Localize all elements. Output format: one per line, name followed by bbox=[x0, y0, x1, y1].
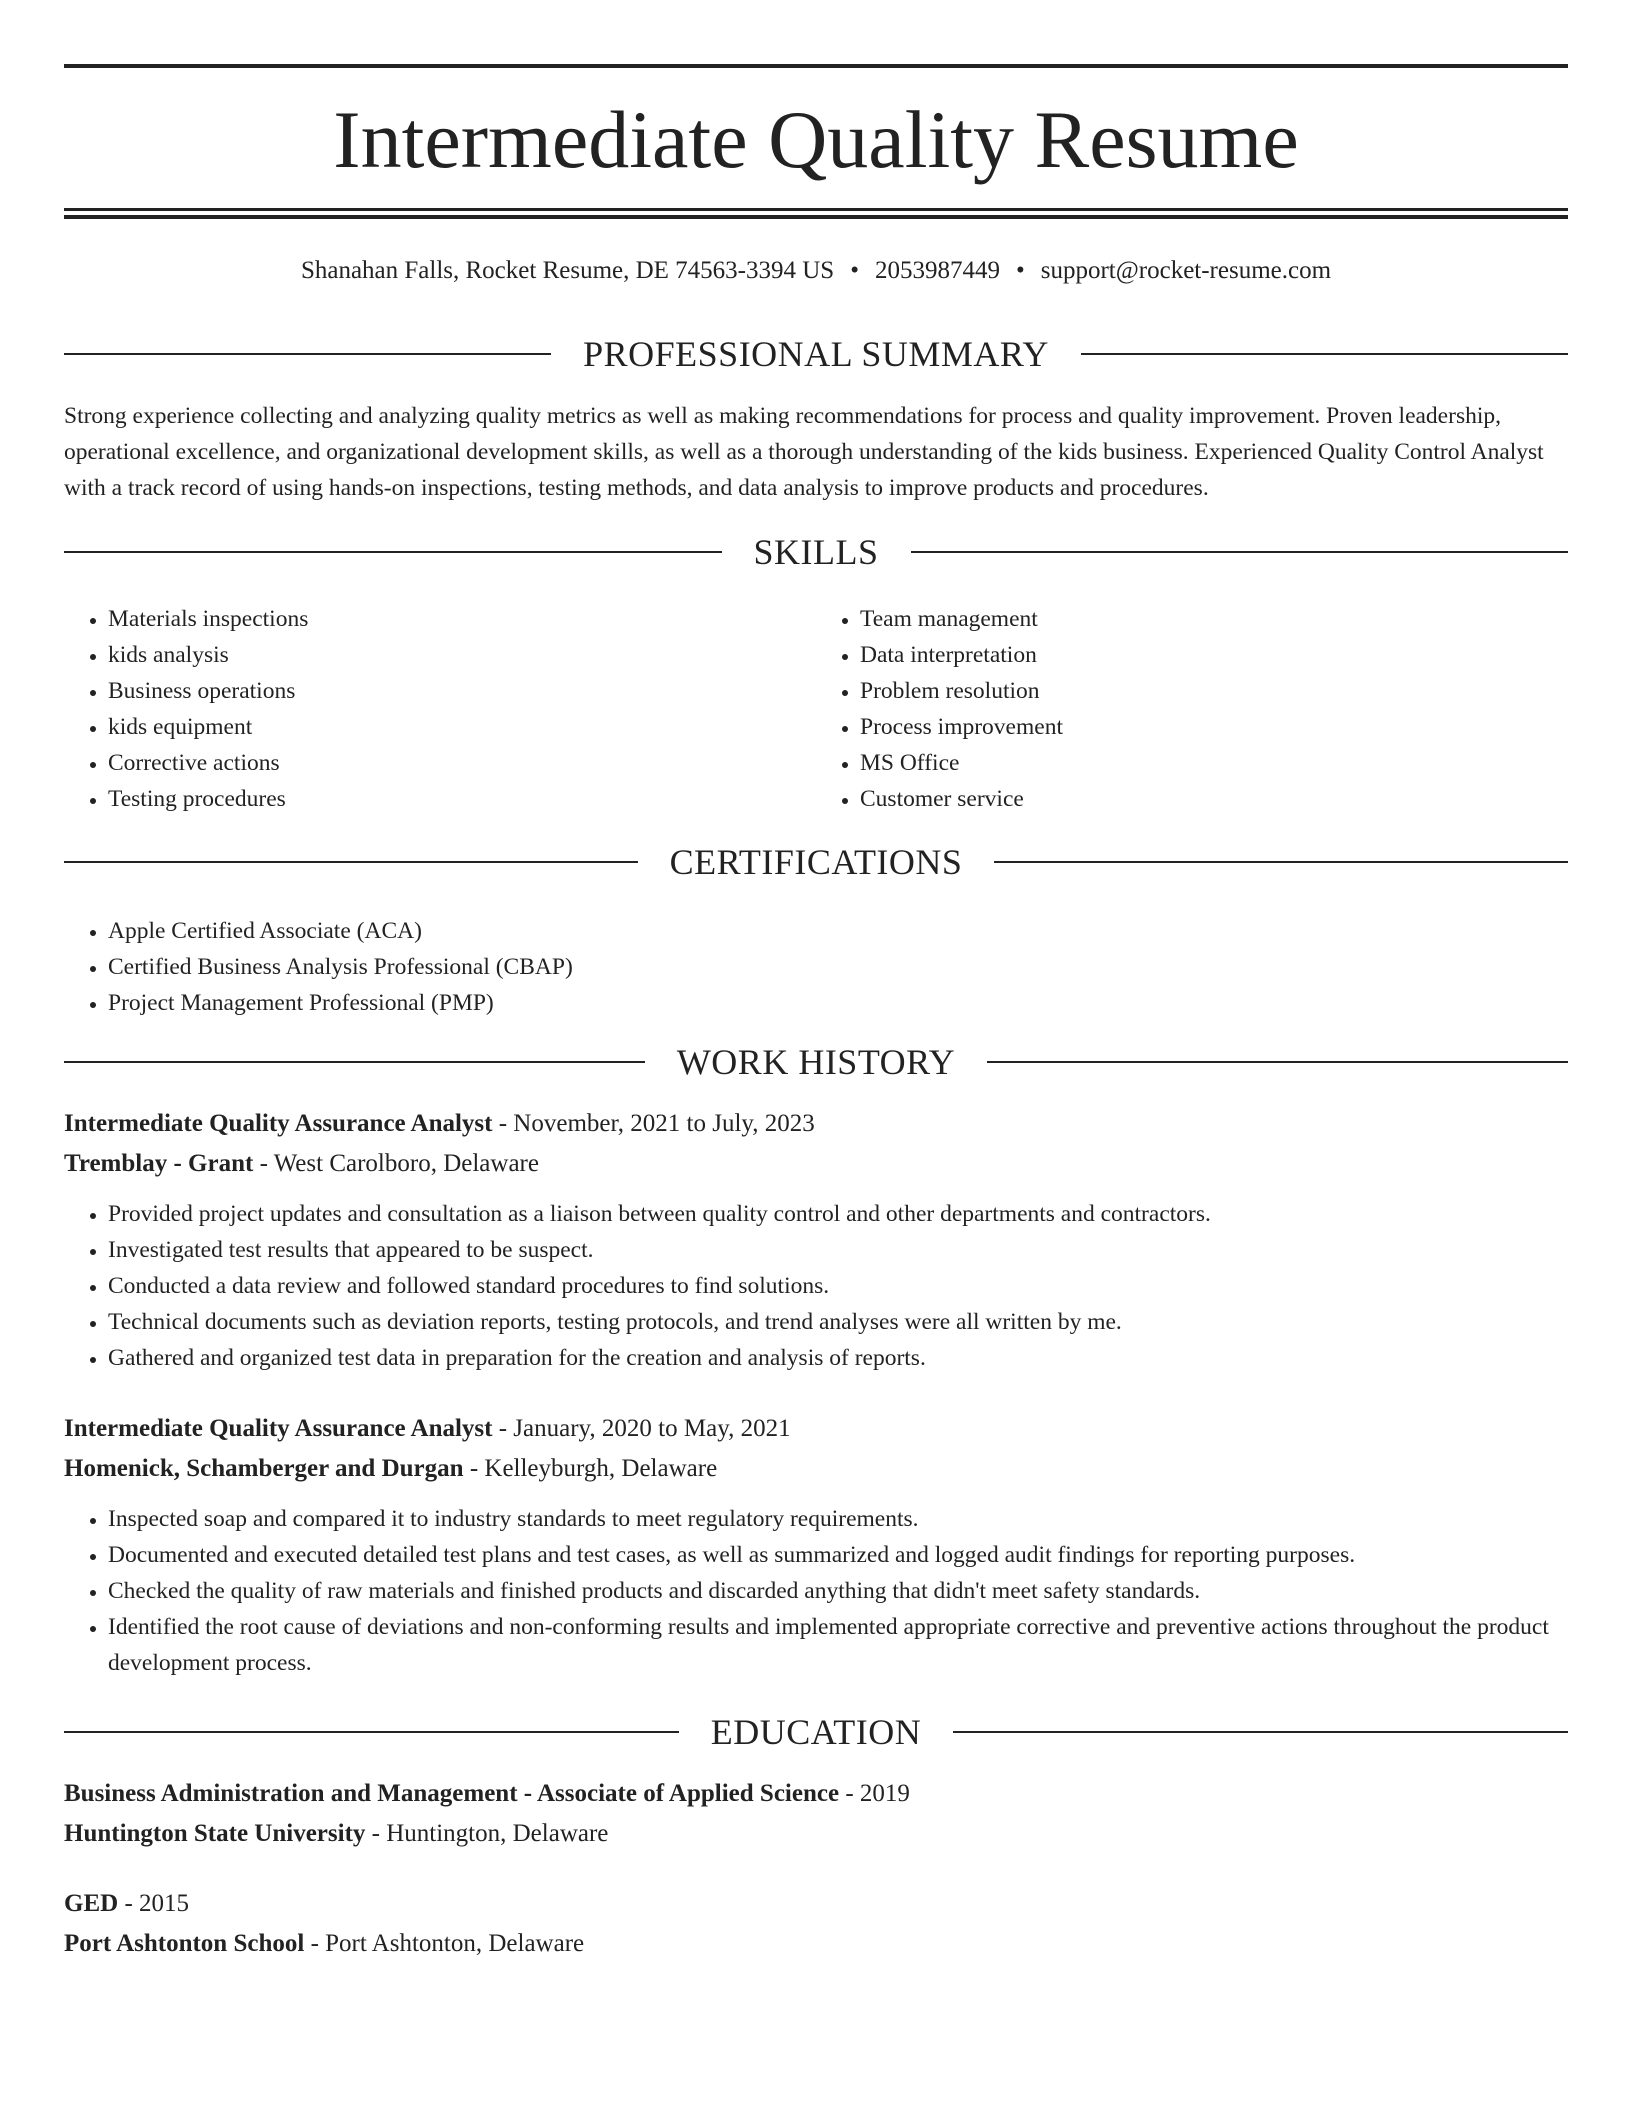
heading-rule bbox=[1081, 353, 1568, 355]
job-bullet: • Investigated test results that appeared to be suspect. bbox=[108, 1232, 1568, 1268]
school: Port Ashtonton School bbox=[64, 1930, 305, 1957]
certifications-list bbox=[64, 913, 1568, 1021]
section-title: CERTIFICATIONS bbox=[669, 842, 963, 882]
school-location: - Huntington, Delaware bbox=[365, 1820, 609, 1847]
section-heading-skills bbox=[64, 530, 1568, 574]
certification-item: • Certified Business Analysis Professional (CBAP) bbox=[108, 949, 1568, 985]
contact-separator: • bbox=[1015, 257, 1025, 284]
certification-item: • Project Management Professional (PMP) bbox=[108, 985, 1568, 1021]
section-heading-work bbox=[64, 1040, 1568, 1084]
certification-item: • Apple Certified Associate (ACA) bbox=[108, 913, 1568, 949]
job-title-line bbox=[64, 1104, 1568, 1144]
degree-year: - 2015 bbox=[118, 1890, 190, 1917]
skill-item: • Testing procedures bbox=[108, 781, 816, 817]
school-line bbox=[64, 1814, 1568, 1854]
skills-column-left bbox=[64, 601, 816, 817]
job-title: Intermediate Quality Assurance Analyst bbox=[64, 1415, 493, 1442]
job-bullet: • Conducted a data review and followed standard procedures to find solutions. bbox=[108, 1268, 1568, 1304]
section-title: SKILLS bbox=[753, 532, 879, 572]
job-bullets bbox=[64, 1196, 1568, 1376]
heading-rule bbox=[911, 551, 1569, 553]
job-title-line bbox=[64, 1409, 1568, 1449]
degree: GED bbox=[64, 1890, 119, 1917]
skill-item: • Materials inspections bbox=[108, 601, 816, 637]
school: Huntington State University bbox=[64, 1820, 366, 1847]
skill-item: • Process improvement bbox=[860, 709, 1568, 745]
skill-item: • MS Office bbox=[860, 745, 1568, 781]
heading-rule bbox=[64, 353, 551, 355]
skill-item: • Business operations bbox=[108, 673, 816, 709]
job-company: Tremblay - Grant bbox=[64, 1150, 254, 1177]
job-bullet: • Checked the quality of raw materials and finished products and discarded anything that didn't meet safety standards. bbox=[108, 1573, 1568, 1609]
job-location: - West Carolboro, Delaware bbox=[253, 1150, 539, 1177]
school-line bbox=[64, 1924, 1568, 1964]
degree-line bbox=[64, 1884, 1568, 1924]
contact-phone: 2053987449 bbox=[874, 257, 1000, 284]
job-bullet: • Inspected soap and compared it to industry standards to meet regulatory requirements. bbox=[108, 1501, 1568, 1537]
section-title: WORK HISTORY bbox=[676, 1042, 956, 1082]
job-company-line bbox=[64, 1144, 1568, 1184]
school-location: - Port Ashtonton, Delaware bbox=[304, 1930, 585, 1957]
job-dates: - November, 2021 to July, 2023 bbox=[492, 1110, 815, 1137]
job-entry bbox=[64, 1409, 1568, 1681]
education-entry bbox=[64, 1884, 1568, 1964]
resume-title: Intermediate Quality Resume bbox=[333, 94, 1299, 185]
job-bullets bbox=[64, 1501, 1568, 1681]
job-bullet: • Provided project updates and consultation as a liaison between quality control and other departments and contractors. bbox=[108, 1196, 1568, 1232]
section-heading-education bbox=[64, 1710, 1568, 1754]
skills-list bbox=[64, 601, 1568, 817]
skill-item: • Customer service bbox=[860, 781, 1568, 817]
skill-item: • Corrective actions bbox=[108, 745, 816, 781]
section-heading-certifications bbox=[64, 840, 1568, 884]
degree: Business Administration and Management - Associate of Applied Science bbox=[64, 1780, 840, 1807]
heading-rule bbox=[64, 1061, 645, 1063]
heading-rule bbox=[64, 551, 722, 553]
education-entry bbox=[64, 1774, 1568, 1854]
contact-email: support@rocket-resume.com bbox=[1040, 257, 1332, 284]
skill-item: • Data interpretation bbox=[860, 637, 1568, 673]
heading-rule bbox=[953, 1731, 1568, 1733]
job-bullet: • Gathered and organized test data in preparation for the creation and analysis of reports. bbox=[108, 1340, 1568, 1376]
section-title: PROFESSIONAL SUMMARY bbox=[583, 334, 1049, 374]
skill-item: • Team management bbox=[860, 601, 1568, 637]
job-entry bbox=[64, 1104, 1568, 1376]
job-company-line bbox=[64, 1449, 1568, 1489]
skill-item: • kids analysis bbox=[108, 637, 816, 673]
job-dates: - January, 2020 to May, 2021 bbox=[492, 1415, 791, 1442]
job-bullet: • Identified the root cause of deviations and non-conforming results and implemented appropriate corrective and preventive actions throughout the product development process. bbox=[108, 1609, 1568, 1681]
degree-year: - 2019 bbox=[839, 1780, 910, 1807]
skills-column-right bbox=[816, 601, 1568, 817]
section-heading-summary bbox=[64, 332, 1568, 376]
top-rule bbox=[64, 64, 1568, 68]
contact-line bbox=[64, 254, 1568, 288]
job-bullet: • Technical documents such as deviation reports, testing protocols, and trend analyses were all written by me. bbox=[108, 1304, 1568, 1340]
contact-address: Shanahan Falls, Rocket Resume, DE 74563-3394 US bbox=[300, 257, 835, 284]
heading-rule bbox=[987, 1061, 1568, 1063]
job-company: Homenick, Schamberger and Durgan bbox=[64, 1455, 464, 1482]
section-title: EDUCATION bbox=[710, 1712, 922, 1752]
job-bullet: • Documented and executed detailed test plans and test cases, as well as summarized and logged audit findings for reporting purposes. bbox=[108, 1537, 1568, 1573]
job-title: Intermediate Quality Assurance Analyst bbox=[64, 1110, 493, 1137]
skill-item: • Problem resolution bbox=[860, 673, 1568, 709]
heading-rule bbox=[64, 1731, 679, 1733]
summary-text: Strong experience collecting and analyzing quality metrics as well as making recommendations for process and quality improvement. Proven leadership, operational excellence, and organizational development skills, as well as a thorough understanding of the kids business. Experienced Quality Control Analyst with a track record of using hands-on inspections, testing methods, and data analysis to improve products and procedures. bbox=[64, 403, 1544, 501]
job-location: - Kelleyburgh, Delaware bbox=[463, 1455, 718, 1482]
title-rule-lower bbox=[64, 215, 1568, 219]
degree-line bbox=[64, 1774, 1568, 1814]
heading-rule bbox=[994, 861, 1568, 863]
skill-item: • kids equipment bbox=[108, 709, 816, 745]
heading-rule bbox=[64, 861, 638, 863]
title-rule-upper bbox=[64, 208, 1568, 211]
contact-separator: • bbox=[850, 257, 859, 284]
